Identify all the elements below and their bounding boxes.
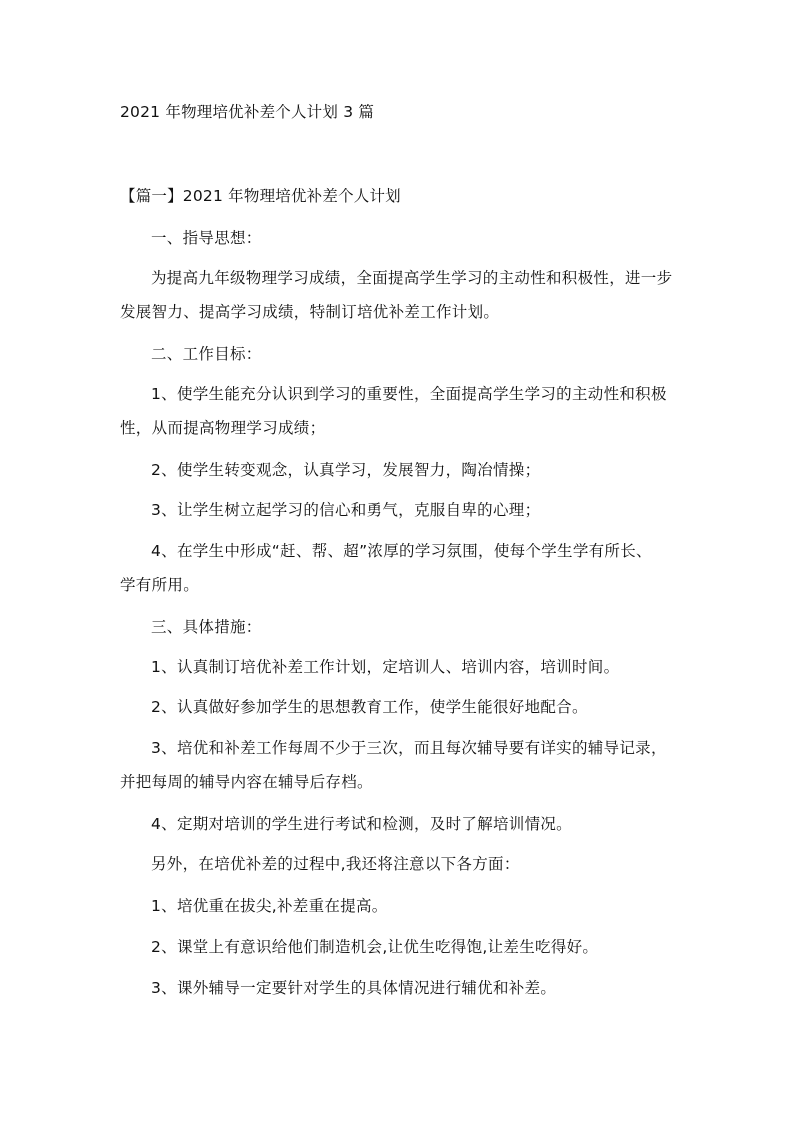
paragraph-line: 1、培优重在拔尖,补差重在提高。	[151, 897, 388, 915]
paragraph-line: 3、课外辅导一定要针对学生的具体情况进行辅优和补差。	[151, 979, 557, 997]
paragraph-line: 3、培优和补差工作每周不少于三次，而且每次辅导要有详实的辅导记录，	[151, 739, 667, 757]
paragraph-line: 4、定期对培训的学生进行考试和检测，及时了解培训情况。	[151, 815, 572, 833]
paragraph-line: 1、认真制订培优补差工作计划，定培训人、培训内容，培训时间。	[151, 658, 620, 676]
paragraph-line: 2、使学生转变观念，认真学习，发展智力，陶冶情操；	[151, 461, 541, 479]
paragraph-line: 并把每周的辅导内容在辅导后存档。	[120, 773, 373, 791]
paragraph-line: 3、让学生树立起学习的信心和勇气，克服自卑的心理；	[151, 501, 541, 519]
paragraph-line: 二、工作目标：	[151, 345, 262, 363]
paragraph-line: 另外，在培优补差的过程中,我还将注意以下各方面：	[151, 855, 520, 873]
paragraph-line: 一、指导思想：	[151, 229, 262, 247]
paragraph-line: 为提高九年级物理学习成绩，全面提高学生学习的主动性和积极性，进一步	[151, 269, 673, 287]
section-heading: 【篇一】2021 年物理培优补差个人计划	[120, 187, 401, 205]
paragraph-line: 学有所用。	[120, 576, 200, 594]
paragraph-line: 2、认真做好参加学生的思想教育工作，使学生能很好地配合。	[151, 698, 588, 716]
paragraph-line: 4、在学生中形成“赶、帮、超”浓厚的学习氛围，使每个学生学有所长、	[151, 542, 652, 560]
paragraph-line: 1、使学生能充分认识到学习的重要性，全面提高学生学习的主动性和积极	[151, 385, 667, 403]
paragraph-line: 性，从而提高物理学习成绩；	[120, 419, 326, 437]
paragraph-line: 2、课堂上有意识给他们制造机会,让优生吃得饱,让差生吃得好。	[151, 938, 599, 956]
paragraph-line: 三、具体措施：	[151, 618, 262, 636]
paragraph-line: 发展智力、提高学习成绩，特制订培优补差工作计划。	[120, 303, 500, 321]
document-title: 2021 年物理培优补差个人计划 3 篇	[120, 103, 375, 121]
